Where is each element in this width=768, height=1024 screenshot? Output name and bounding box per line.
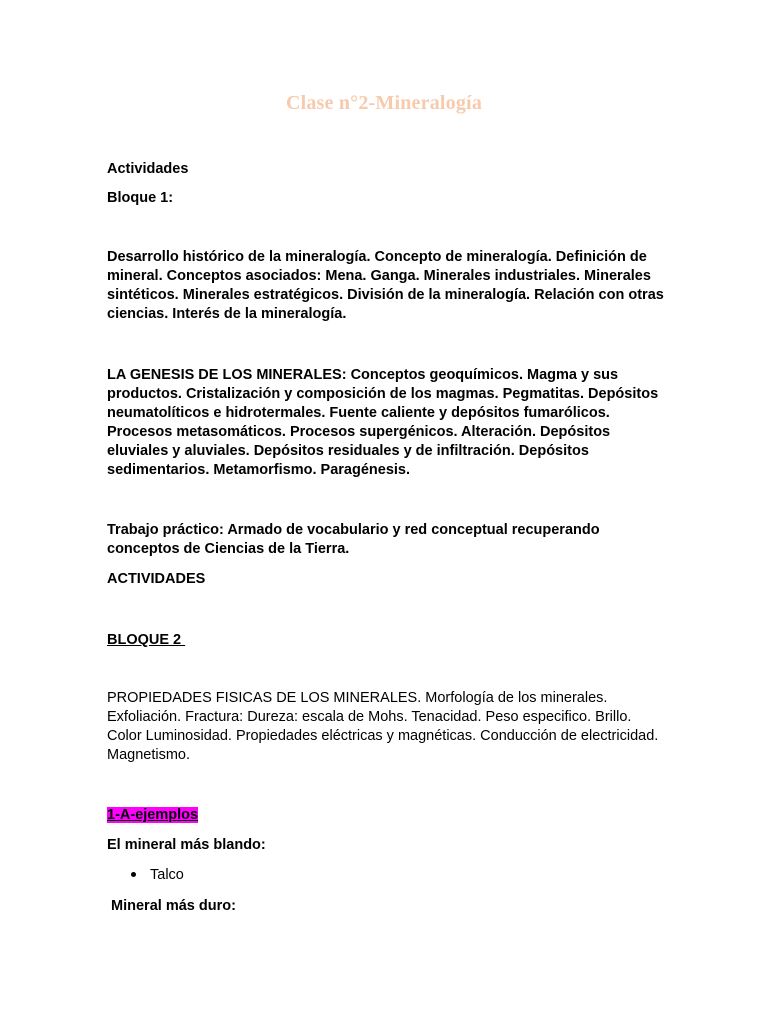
mineral-blando-label: El mineral más blando:: [107, 837, 266, 853]
propiedades-paragraph: PROPIEDADES FISICAS DE LOS MINERALES. Morfología de los minerales. Exfoliación. Fractura: Dureza: escala de Mohs. Tenacidad. Peso especifico. Brillo. Color Luminosidad. Propiedades eléctricas y magnéticas. Conducción de electricidad. Magnetismo.: [107, 690, 659, 763]
ejemplos-line: [107, 806, 667, 825]
actividades-upper-heading: ACTIVIDADES: [107, 571, 206, 587]
genesis-paragraph: LA GENESIS DE LOS MINERALES: Conceptos geoquímicos. Magma y sus productos. Cristalización y composición de los magmas. Pegmatitas. Depósitos neumatolíticos e hidrotermales. Fuente caliente y depósitos fumarólicos. Procesos metasomáticos. Procesos supergénicos. Alteración. Depósitos eluviales y aluviales. Depósitos residuales y de infiltración. Depósitos sedimentarios. Metamorfismo. Paragénesis.: [107, 367, 659, 478]
mineral-duro-label: Mineral más duro:: [107, 898, 236, 914]
bullet-list-item: [131, 866, 184, 885]
actividades-heading: Actividades: [107, 161, 189, 177]
bloque1-paragraph: Desarrollo histórico de la mineralogía. Concepto de mineralogía. Definición de mineral. Conceptos asociados: Mena. Ganga. Minerales industriales. Minerales sintéticos. Minerales estratégicos. División de la mineralogía. Relación con otras ciencias. Interés de la mineralogía.: [107, 249, 664, 322]
bullet-icon: [131, 872, 136, 877]
bullet-item-text: Talco: [150, 867, 184, 883]
trabajo-practico-paragraph: Trabajo práctico: Armado de vocabulario y red conceptual recuperando conceptos de Ciencias de la Tierra.: [107, 522, 600, 557]
bloque2-heading: BLOQUE 2: [107, 632, 186, 648]
ejemplos-highlight: 1-A-ejemplos: [107, 807, 199, 823]
page-title: Clase n°2-Mineralogía: [285, 92, 483, 114]
bloque1-heading: Bloque 1:: [107, 190, 174, 206]
